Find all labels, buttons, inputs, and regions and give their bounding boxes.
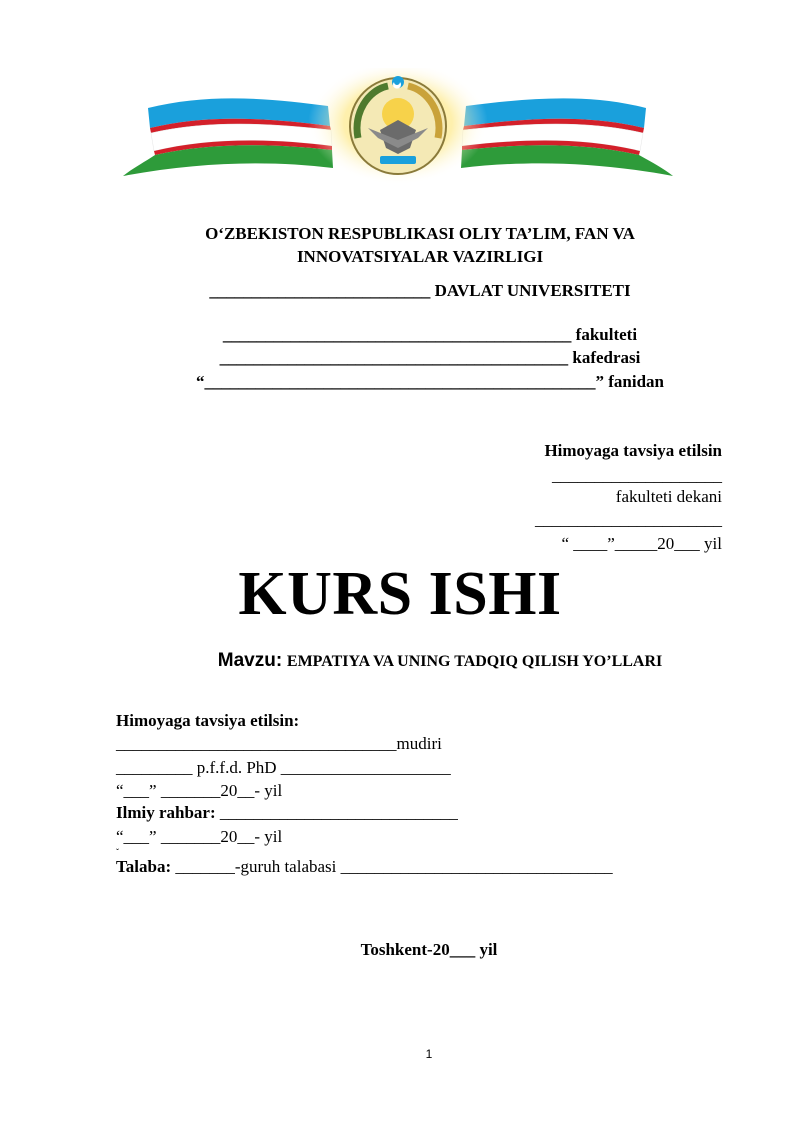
right-flag-icon (461, 98, 673, 176)
advisor-label: Ilmiy rahbar: (116, 803, 216, 822)
approval-left-heading: Himoyaga tavsiya etilsin: (116, 711, 300, 730)
pffd-line: _________ p.f.f.d. PhD ____________________ (116, 758, 451, 777)
approval-left-date-1: “___” _______20__- yil (116, 781, 283, 800)
approval-right-blank-1: ____________________ (552, 466, 722, 485)
advisor-line (116, 802, 458, 824)
small-mark: ˇ (116, 847, 119, 857)
approval-left-date-2: “___” _______20__- yil (116, 827, 283, 846)
student-label: Talaba: (116, 857, 172, 876)
faculty-line: _________________________________________ fakulteti (222, 325, 638, 344)
state-emblem-banner-image (118, 68, 678, 188)
topic-label: Mavzu: (217, 650, 283, 671)
topic-value: EMPATIYA VA UNING TADQIQ QILISH YO’LLARI (286, 653, 663, 670)
student-rest: _______-guruh talabasi ________________________________ (171, 857, 613, 876)
approval-right-heading: Himoyaga tavsiya etilsin (544, 441, 722, 460)
student-line (116, 856, 613, 878)
approval-right-date: “ ____”_____20___ yil (561, 534, 722, 553)
ministry-line-1: O‘ZBEKISTON RESPUBLIKASI OLIY TA’LIM, FAN VA (205, 224, 635, 243)
university-line: __________________________ DAVLAT UNIVERSITETI (209, 281, 631, 300)
approval-right-blank-2: ______________________ (535, 510, 722, 529)
department-line: _________________________________________ kafedrasi (219, 348, 641, 367)
advisor-blank: ____________________________ (215, 803, 458, 822)
left-flag-icon (123, 98, 333, 176)
page-number: 1 (425, 1047, 433, 1061)
topic-line (100, 648, 780, 675)
coat-of-arms-icon (308, 68, 488, 185)
dean-label: fakulteti dekani (615, 487, 722, 506)
city-year: Toshkent-20___ yil (360, 940, 498, 959)
subject-line: “______________________________________________” fanidan (196, 372, 664, 391)
head-of-department-line: _________________________________mudiri (116, 734, 442, 753)
ministry-heading (100, 222, 740, 268)
document-title: KURS ISHI (238, 560, 562, 628)
ministry-line-2: INNOVATSIYALAR VAZIRLIGI (296, 247, 544, 266)
